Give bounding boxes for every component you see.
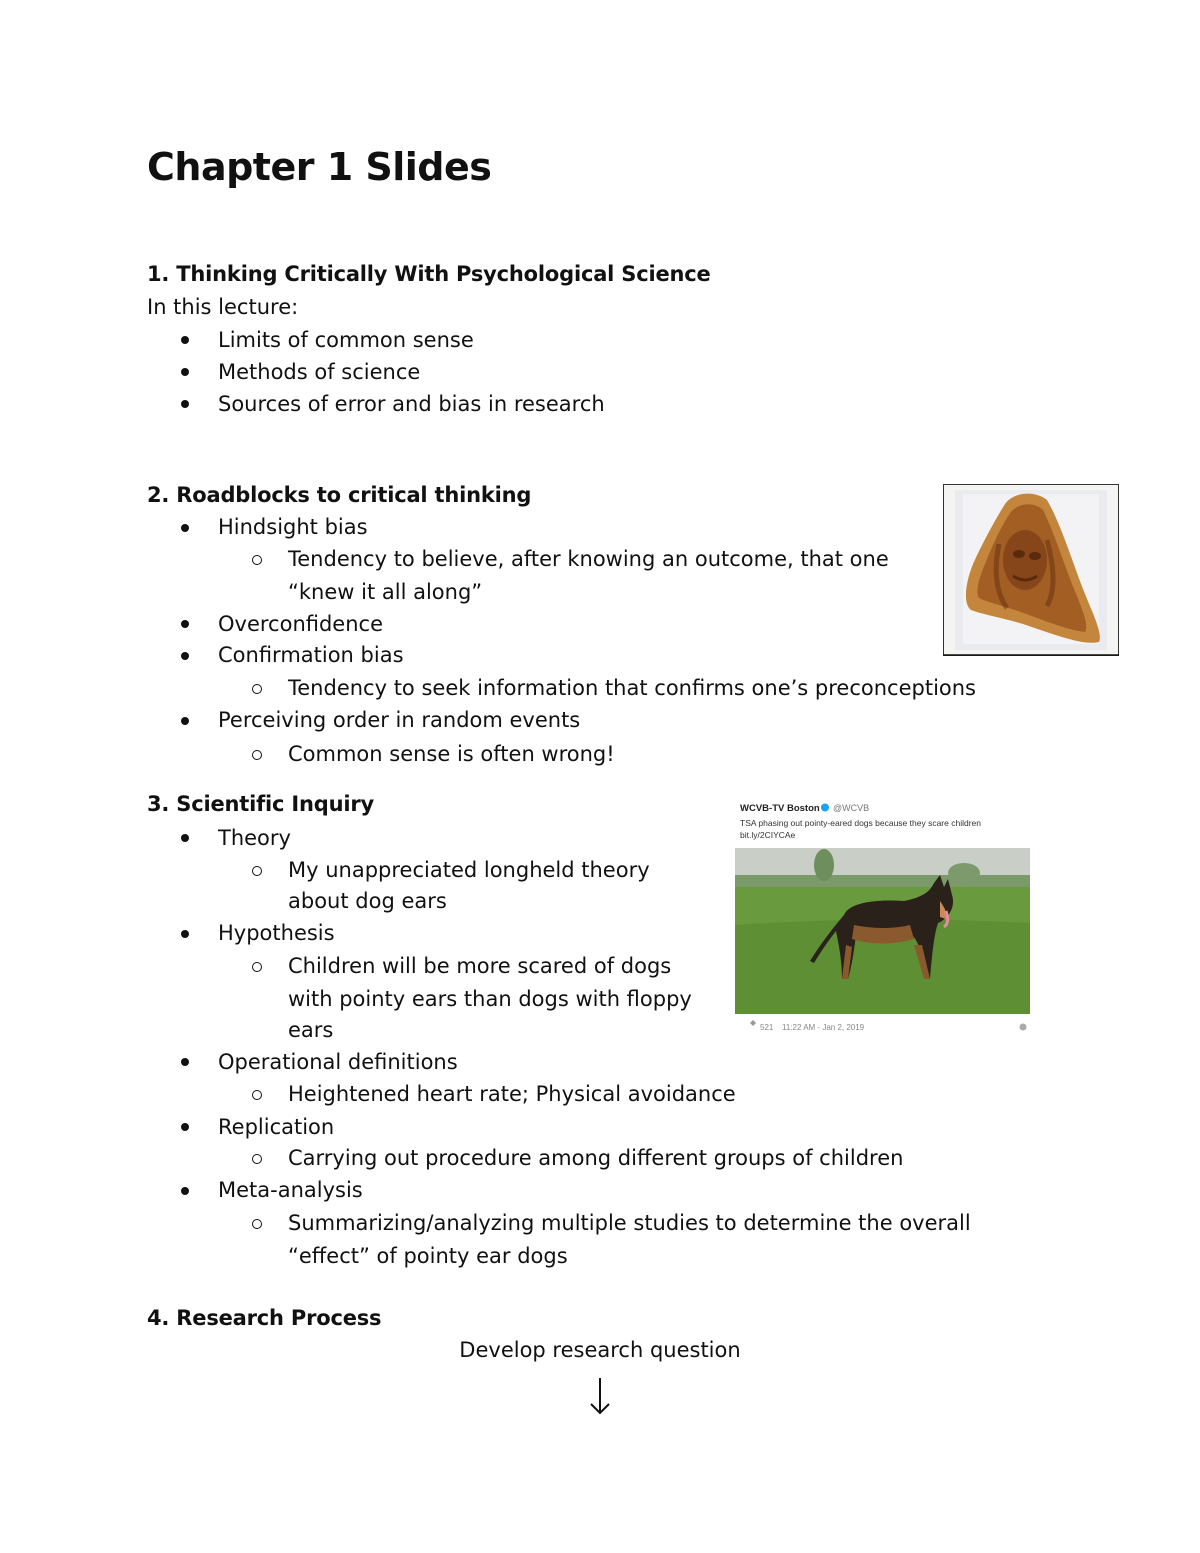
tweet-timestamp: 11:22 AM - Jan 2, 2019 bbox=[782, 1023, 865, 1032]
page-title: Chapter 1 Slides bbox=[147, 145, 492, 189]
bullet-icon bbox=[181, 368, 189, 376]
bullet-icon bbox=[181, 400, 189, 408]
tweet-account: WCVB-TV Boston bbox=[740, 803, 820, 814]
sub-list-item: Children will be more scared of dogs bbox=[288, 954, 672, 978]
sub-list-item: Carrying out procedure among different groups of children bbox=[288, 1146, 904, 1170]
bullet-icon bbox=[181, 717, 189, 725]
sub-bullet-icon bbox=[252, 1219, 262, 1229]
list-item: Limits of common sense bbox=[218, 328, 474, 352]
sub-bullet-icon bbox=[252, 1090, 262, 1100]
sub-list-item: Common sense is often wrong! bbox=[288, 742, 615, 766]
sub-bullet-icon bbox=[252, 866, 262, 876]
bullet-icon bbox=[181, 930, 189, 938]
tweet-link: bit.ly/2CIYCAe bbox=[740, 830, 796, 840]
list-item: Hindsight bias bbox=[218, 515, 368, 539]
list-item: Theory bbox=[218, 826, 291, 850]
sub-list-item-continued: ears bbox=[288, 1018, 334, 1042]
sub-list-item: Tendency to seek information that confirms one’s preconceptions bbox=[288, 676, 976, 700]
section-3-heading: 3. Scientific Inquiry bbox=[147, 792, 374, 816]
bullet-icon bbox=[181, 524, 189, 532]
bullet-icon bbox=[181, 1058, 189, 1066]
list-item: Meta-analysis bbox=[218, 1178, 363, 1202]
sub-list-item-continued: with pointy ears than dogs with floppy bbox=[288, 987, 692, 1011]
sub-bullet-icon bbox=[252, 684, 262, 694]
sub-list-item: Heightened heart rate; Physical avoidance bbox=[288, 1082, 736, 1106]
research-step: Develop research question bbox=[459, 1338, 741, 1362]
down-arrow-icon bbox=[585, 1376, 615, 1416]
tweet-handle: @WCVB bbox=[833, 803, 870, 813]
info-icon bbox=[1020, 1024, 1027, 1031]
sub-bullet-icon bbox=[252, 555, 262, 565]
list-item: Overconfidence bbox=[218, 612, 384, 636]
bullet-icon bbox=[181, 834, 189, 842]
tweet-screenshot-image bbox=[734, 795, 1032, 1035]
sub-list-item-continued: about dog ears bbox=[288, 889, 447, 913]
section-1-heading: 1. Thinking Critically With Psychological Science bbox=[147, 262, 711, 286]
tweet-likes: 521 bbox=[760, 1023, 774, 1032]
section-2-heading: 2. Roadblocks to critical thinking bbox=[147, 483, 532, 507]
sub-list-item-continued: “effect” of pointy ear dogs bbox=[288, 1244, 568, 1268]
sub-list-item-continued: “knew it all along” bbox=[288, 580, 483, 604]
sub-list-item: Tendency to believe, after knowing an outcome, that one bbox=[288, 547, 889, 571]
section-1-intro: In this lecture: bbox=[147, 295, 299, 319]
bullet-icon bbox=[181, 1187, 189, 1195]
sub-list-item: Summarizing/analyzing multiple studies to determine the overall bbox=[288, 1211, 971, 1235]
list-item: Confirmation bias bbox=[218, 643, 404, 667]
list-item: Perceiving order in random events bbox=[218, 708, 581, 732]
bullet-icon bbox=[181, 620, 189, 628]
bullet-icon bbox=[181, 1123, 189, 1131]
sub-bullet-icon bbox=[252, 1154, 262, 1164]
tweet-text: TSA phasing out pointy-eared dogs because they scare children bbox=[740, 818, 981, 828]
list-item: Sources of error and bias in research bbox=[218, 392, 605, 416]
list-item: Replication bbox=[218, 1115, 335, 1139]
section-4-heading: 4. Research Process bbox=[147, 1306, 382, 1330]
grilled-cheese-image bbox=[943, 484, 1119, 656]
list-item: Hypothesis bbox=[218, 921, 335, 945]
list-item: Methods of science bbox=[218, 360, 421, 384]
sub-bullet-icon bbox=[252, 962, 262, 972]
sub-list-item: My unappreciated longheld theory bbox=[288, 858, 650, 882]
list-item: Operational definitions bbox=[218, 1050, 458, 1074]
sub-bullet-icon bbox=[252, 750, 262, 760]
verified-icon bbox=[821, 804, 829, 812]
bullet-icon bbox=[181, 336, 189, 344]
bullet-icon bbox=[181, 652, 189, 660]
